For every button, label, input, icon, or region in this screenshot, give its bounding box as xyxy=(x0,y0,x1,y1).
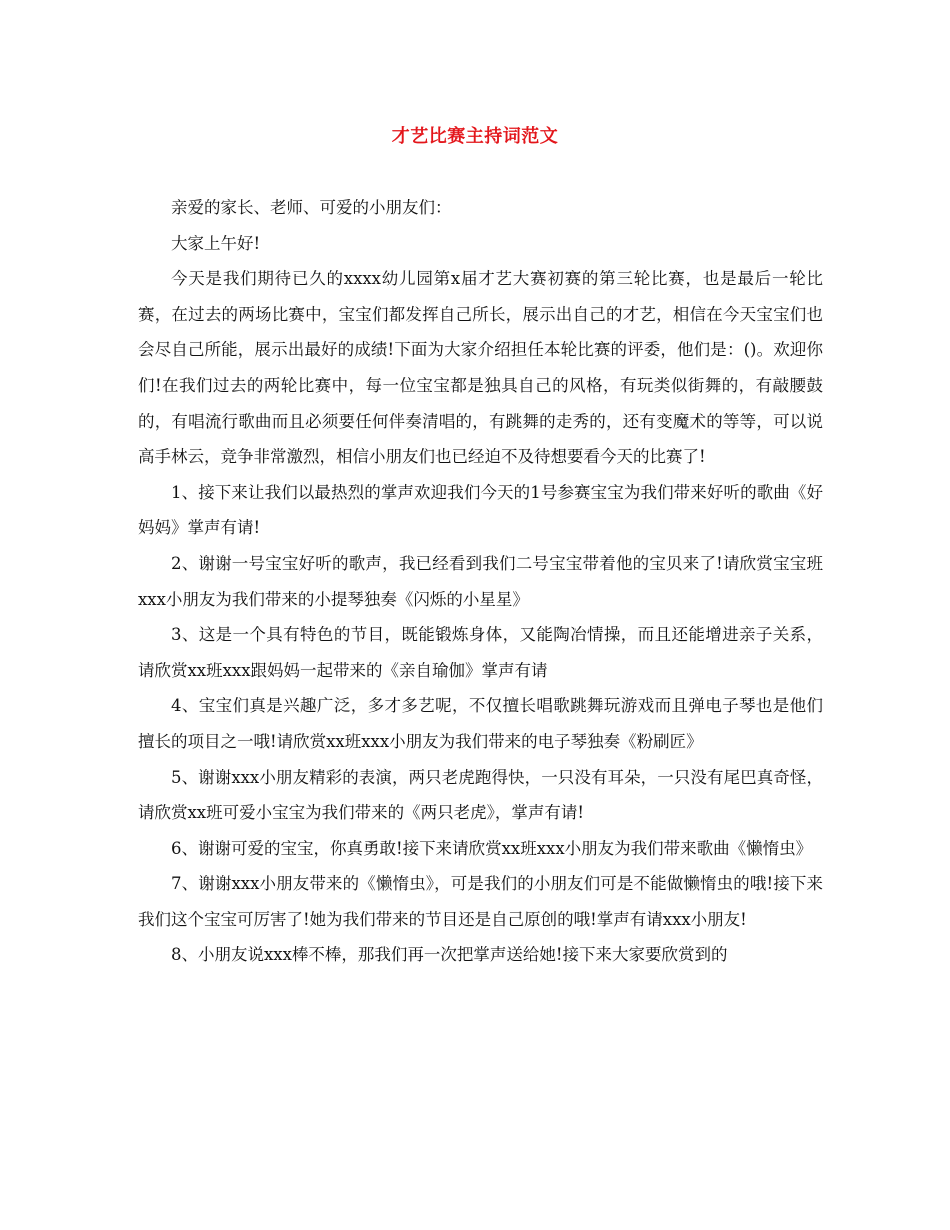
paragraph-item-8: 8、小朋友说xxx棒不棒，那我们再一次把掌声送给她!接下来大家要欣赏到的 xyxy=(171,945,728,965)
paragraph-item-7: 7、谢谢xxx小朋友带来的《懒惰虫》，可是我们的小朋友们可是不能做懒惰虫的哦!接下来我们这个宝宝可厉害了!她为我们带来的节目还是自己原创的哦!掌声有请xxx小朋友! xyxy=(138,874,823,929)
paragraph-greeting: 亲爱的家长、老师、可爱的小朋友们： xyxy=(171,198,452,217)
paragraph-item-4: 4、宝宝们真是兴趣广泛，多才多艺呢，不仅擅长唱歌跳舞玩游戏而且弹电子琴也是他们擅长的项目之一哦!请欣赏xx班xxx小朋友为我们带来的电子琴独奏《粉刷匠》 xyxy=(138,696,823,751)
document-title: 才艺比赛主持词范文 xyxy=(391,126,559,147)
paragraph-salutation: 大家上午好! xyxy=(171,233,261,253)
paragraph-item-3: 3、这是一个具有特色的节目，既能锻炼身体，又能陶冶情操，而且还能增进亲子关系，请欣赏xx班xxx跟妈妈一起带来的《亲自瑜伽》掌声有请 xyxy=(138,625,823,680)
paragraph-item-6: 6、谢谢可爱的宝宝，你真勇敢!接下来请欣赏xx班xxx小朋友为我们带来歌曲《懒惰虫》 xyxy=(171,838,813,858)
paragraph-item-5: 5、谢谢xxx小朋友精彩的表演，两只老虎跑得快，一只没有耳朵，一只没有尾巴真奇怪，请欣赏xx班可爱小宝宝为我们带来的《两只老虎》，掌声有请! xyxy=(138,767,823,823)
document-body xyxy=(138,190,823,973)
paragraph-intro: 今天是我们期待已久的xxxx幼儿园第x届才艺大赛初赛的第三轮比赛，也是最后一轮比赛，在过去的两场比赛中，宝宝们都发挥自己所长，展示出自己的才艺，相信在今天宝宝们也会尽自己所能，展示出最好的成绩!下面为大家介绍担任本轮比赛的评委，他们是：()。欢迎你们!在我们过去的两轮比赛中，每一位宝宝都是独具自己的风格，有玩类似街舞的，有敲腰鼓的，有唱流行歌曲而且必须要任何伴奏清唱的，有跳舞的走秀的，还有变魔术的等等，可以说高手林云，竞争非常激烈，相信小朋友们也已经迫不及待想要看今天的比赛了! xyxy=(138,269,823,467)
paragraph-item-2: 2、谢谢一号宝宝好听的歌声，我已经看到我们二号宝宝带着他的宝贝来了!请欣赏宝宝班xxx小朋友为我们带来的小提琴独奏《闪烁的小星星》 xyxy=(138,553,823,609)
paragraph-item-1: 1、接下来让我们以最热烈的掌声欢迎我们今天的1号参赛宝宝为我们带来好听的歌曲《好妈妈》掌声有请! xyxy=(138,482,823,538)
